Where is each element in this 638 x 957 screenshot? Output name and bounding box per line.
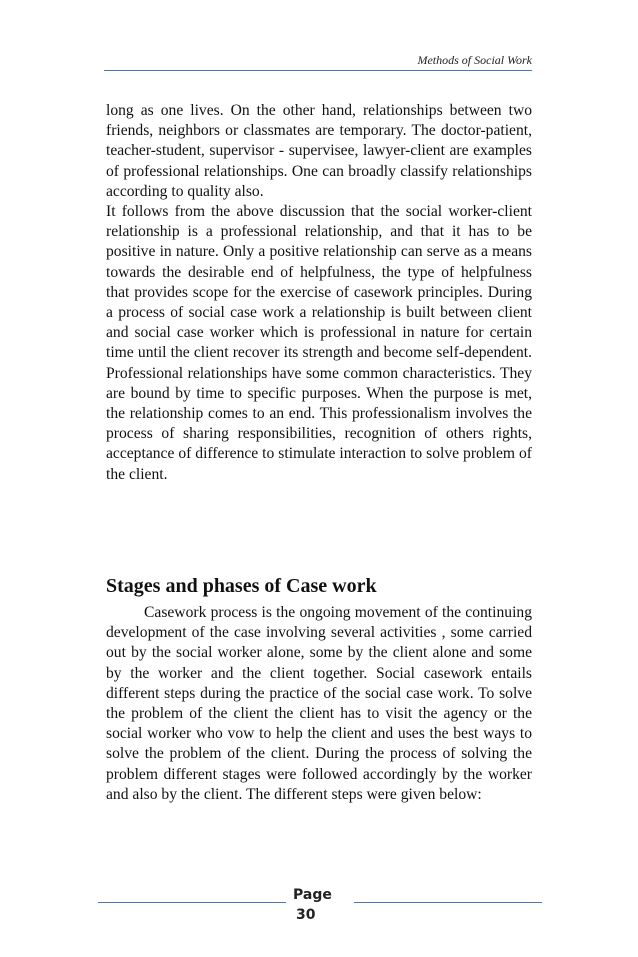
section-paragraph (106, 603, 532, 805)
header-divider (104, 70, 532, 71)
page-label: Page (293, 887, 332, 903)
footer-divider-left (98, 902, 286, 903)
page-number: 30 (296, 907, 316, 923)
body-paragraph-2: It follows from the above discussion that the social worker-client relationship is a professional relationship, and that it has to be positive in nature. Only a positive relationship can serve as a means towards the desirable end of helpfulness, the type of helpfulness that provides scope for the exercise of casework principles. During a process of social case work a relationship is built between client and social case worker which is professional in nature for certain time until the client recover its strength and become self-dependent. Professional relationships have some common characteristics. They are bound by time to specific purposes. When the purpose is met, the relationship comes to an end. This professionalism involves the process of sharing responsibilities, recognition of others rights, acceptance of difference to stimulate interaction to solve problem of the client. (106, 203, 532, 483)
footer-divider-right (354, 902, 542, 903)
body-paragraph-1: long as one lives. On the other hand, relationships between two friends, neighbors or classmates are temporary. The doctor-patient, teacher-student, supervisor - supervisee, lawyer-client are examples of professional relationships. One can broadly classify relationships according to quality also. (106, 102, 532, 200)
running-header: Methods of Social Work (417, 53, 532, 67)
section-heading: Stages and phases of Case work (106, 575, 377, 597)
body-text (106, 101, 532, 485)
page-number-block (293, 885, 345, 925)
section-paragraph-text: Casework process is the ongoing movement of the continuing development of the case involving several activities , some carried out by the social worker alone, some by the client alone and some by the worker and the client together. Social casework entails different steps during the practice of the social case work. To solve the problem of the client the client has to visit the agency or the social worker who vow to help the client and uses the best ways to solve the problem of the client. During the process of solving the problem different stages were followed accordingly by the worker and also by the client. The different steps were given below: (106, 604, 532, 803)
